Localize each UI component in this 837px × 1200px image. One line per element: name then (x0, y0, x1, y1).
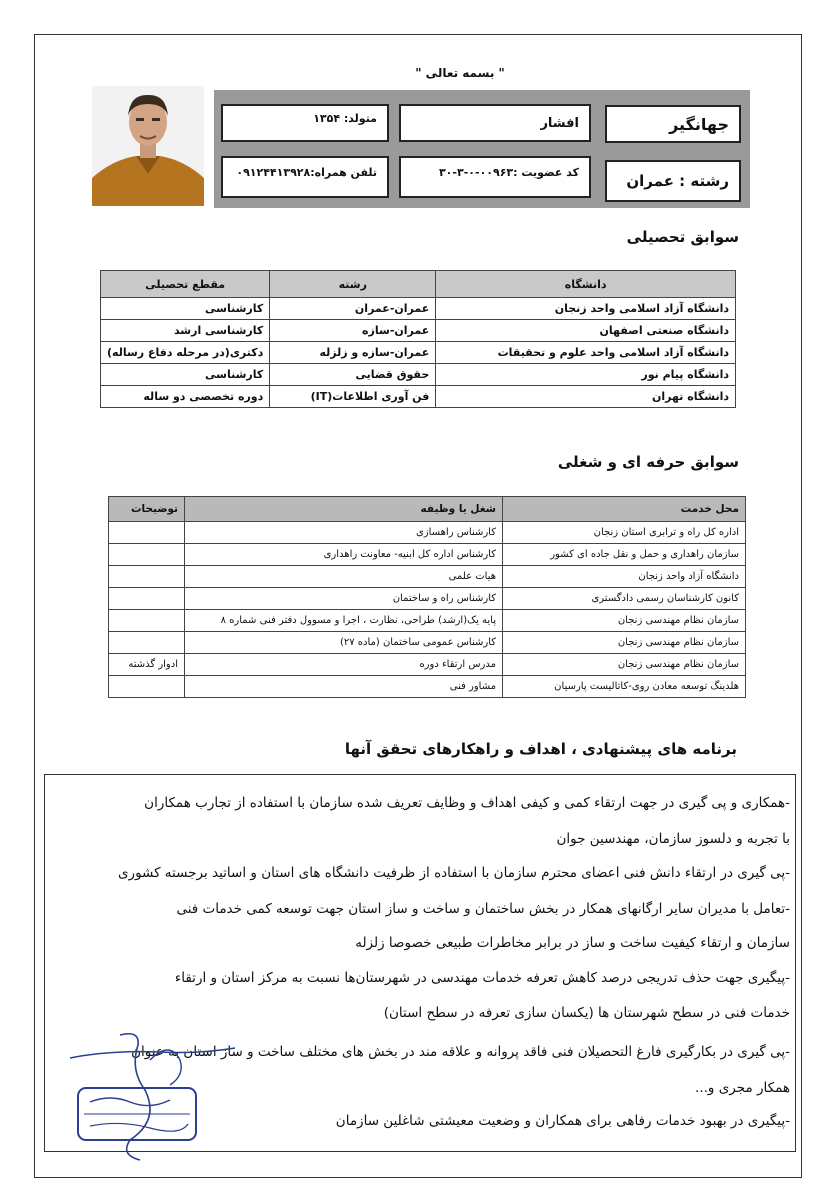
table-cell: دوره تخصصی دو ساله (101, 386, 270, 408)
signature-stamp (50, 1030, 250, 1170)
career-table (108, 496, 746, 698)
table-cell: کارشناس راه و ساختمان (185, 588, 503, 610)
table-row (101, 298, 736, 320)
table-cell: دانشگاه تهران (436, 386, 736, 408)
table-cell: دکتری(در مرحله دفاع رساله) (101, 342, 270, 364)
plan-line: -همکاری و پی گیری در جهت ارتقاء کمی و کیفی اهداف و وظایف تعریف شده سازمان با استفاده از تجارب همکاران (144, 795, 790, 811)
table-row (109, 610, 746, 632)
plan-line: -پیگیری جهت حذف تدریجی درصد کاهش تعرفه خدمات مهندسی در شهرستان‌ها نسبت به مرکز استان و ارتقاء (174, 970, 790, 986)
membership-code: کد عضویت :۰۰۹۶۳-۰-۳-۳۰ (399, 156, 591, 198)
table-cell: هیات علمی (185, 566, 503, 588)
table-row (109, 654, 746, 676)
table-row (101, 386, 736, 408)
plan-line: -پیگیری در بهبود خدمات رفاهی برای همکاران و وضعیت معیشتی شاغلین سازمان (335, 1113, 790, 1129)
table-cell: عمران-عمران (270, 298, 436, 320)
table-cell: دانشگاه صنعتی اصفهان (436, 320, 736, 342)
career-title: سوابق حرفه ای و شغلی (557, 453, 739, 471)
table-cell (109, 566, 185, 588)
plan-line: -پی گیری در ارتقاء دانش فنی اعضای محترم سازمان با استفاده از ظرفیت دانشگاه های استان و اساتید برجسته کشوری (117, 865, 790, 881)
table-cell: کارشناس اداره کل ابنیه- معاونت راهداری (185, 544, 503, 566)
table-cell (109, 610, 185, 632)
column-header: رشته (270, 271, 436, 298)
last-name: افشار (399, 104, 591, 142)
table-cell: پایه یک(ارشد) طراحی، نظارت ، اجرا و مسوول دفتر فنی شماره ۸ (185, 610, 503, 632)
plans-title: برنامه های پیشنهادی ، اهداف و راهکارهای تحقق آنها (344, 740, 737, 758)
table-cell (109, 522, 185, 544)
table-cell: کارشناسی (101, 364, 270, 386)
table-cell: کارشناس راهسازی (185, 522, 503, 544)
birth-year: متولد: ۱۳۵۴ (221, 104, 389, 142)
table-cell: ادوار گذشته (109, 654, 185, 676)
table-cell: سازمان نظام مهندسی زنجان (503, 610, 746, 632)
table-cell: سازمان نظام مهندسی زنجان (503, 654, 746, 676)
plan-line: -پی گیری در بکارگیری فارغ التحصیلان فنی فاقد پروانه و علاقه مند در بخش های مختلف ساخت و ساز استان به عنوان (131, 1044, 790, 1060)
table-cell: عمران-سازه و زلزله (270, 342, 436, 364)
plan-line: سازمان و ارتقاء کیفیت ساخت و ساز در برابر مخاطرات طبیعی خصوصا زلزله (355, 935, 790, 951)
column-header: شغل یا وظیفه (185, 497, 503, 522)
table-cell: کارشناسی (101, 298, 270, 320)
mobile-phone: تلفن همراه:۰۹۱۲۴۴۱۳۹۲۸ (221, 156, 389, 198)
table-cell: دانشگاه آزاد اسلامی واحد علوم و تحقیقات (436, 342, 736, 364)
profile-photo (92, 86, 204, 206)
table-row (101, 320, 736, 342)
table-cell: هلدینگ توسعه معادن روی-کاتالیست پارسیان (503, 676, 746, 698)
table-row (109, 522, 746, 544)
education-table (100, 270, 736, 408)
table-row (109, 588, 746, 610)
table-header-row (109, 497, 746, 522)
column-header: دانشگاه (436, 271, 736, 298)
table-cell: کارشناسی ارشد (101, 320, 270, 342)
table-cell: کانون کارشناسان رسمی دادگستری (503, 588, 746, 610)
table-row (109, 544, 746, 566)
plan-line: -تعامل با مدیران سایر ارگانهای همکار در بخش ساختمان و ساخت و ساز استان جهت توسعه کمی خدمات فنی (176, 901, 790, 917)
column-header: مقطع تحصیلی (101, 271, 270, 298)
table-row (109, 632, 746, 654)
table-cell (109, 544, 185, 566)
first-name: جهانگیر (605, 105, 741, 143)
table-row (101, 342, 736, 364)
column-header: محل خدمت (503, 497, 746, 522)
column-header: توضیحات (109, 497, 185, 522)
table-cell: مدرس ارتقاء دوره (185, 654, 503, 676)
plan-line: همکار مجری و... (695, 1080, 790, 1096)
table-header-row (101, 271, 736, 298)
table-cell (109, 588, 185, 610)
plan-line: خدمات فنی در سطح شهرستان ها (یکسان سازی تعرفه در سطح استان) (383, 1005, 790, 1021)
basmala-heading: " بسمه تعالی " (415, 66, 505, 80)
table-cell: سازمان نظام مهندسی زنجان (503, 632, 746, 654)
table-cell: دانشگاه آزاد واحد زنجان (503, 566, 746, 588)
table-row (109, 676, 746, 698)
education-title: سوابق تحصیلی (626, 228, 739, 246)
table-cell (109, 676, 185, 698)
plan-line: با تجربه و دلسوز سازمان، مهندسین جوان (556, 831, 790, 847)
table-cell: دانشگاه پیام نور (436, 364, 736, 386)
table-cell: سازمان راهداری و حمل و نقل جاده ای کشور (503, 544, 746, 566)
table-cell: حقوق قضایی (270, 364, 436, 386)
field-of-study: رشته : عمران (605, 160, 741, 202)
table-cell: کارشناس عمومی ساختمان (ماده ۲۷) (185, 632, 503, 654)
table-cell: فن آوری اطلاعات(IT) (270, 386, 436, 408)
table-cell (109, 632, 185, 654)
table-row (109, 566, 746, 588)
table-row (101, 364, 736, 386)
table-cell: عمران-سازه (270, 320, 436, 342)
table-cell: دانشگاه آزاد اسلامی واحد زنجان (436, 298, 736, 320)
table-cell: اداره کل راه و ترابری استان زنجان (503, 522, 746, 544)
table-cell: مشاور فنی (185, 676, 503, 698)
